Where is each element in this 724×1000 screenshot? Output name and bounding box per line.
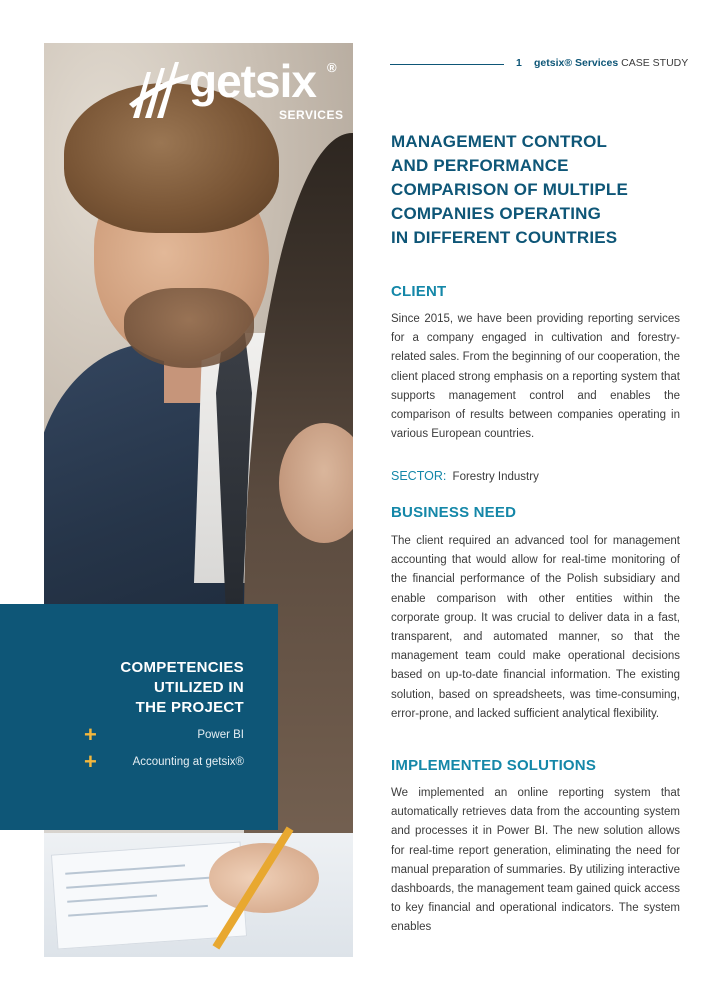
competency-label: Power BI (197, 729, 244, 741)
logo-wordmark: getsix (189, 55, 316, 107)
sector-label: SECTOR: (391, 469, 447, 483)
competency-item (84, 722, 244, 749)
business-need-heading: BUSINESS NEED (391, 504, 517, 521)
logo-subtitle: SERVICES (279, 108, 344, 122)
competencies-box (0, 604, 278, 830)
competencies-heading: COMPETENCIES UTILIZED IN THE PROJECT (120, 659, 244, 716)
header-case-study: CASE STUDY (621, 57, 689, 69)
implemented-solutions-heading: IMPLEMENTED SOLUTIONS (391, 757, 597, 774)
business-need-text: The client required an advanced tool for management accounting that would allow for real-time monitoring of the financial performance of the Polish subsidiary and enable comparison with other entities within the corporate group. It was crucial to deliver data in a fast, transparent, and automated manner, so that the management team could make operational decisions based on up-to-date financial information. The existing solution, based on spreadsheets, was time-consuming, error-prone, and lacked sufficient analytical flexibility. (391, 535, 680, 720)
plus-icon: + (84, 749, 97, 774)
logo-registered: ® (327, 60, 337, 75)
sector-value: Forestry Industry (452, 471, 539, 483)
competencies-list (84, 722, 244, 776)
getsix-logo-mark-icon (127, 60, 191, 120)
photo-man-beard (124, 288, 254, 368)
client-heading: CLIENT (391, 283, 447, 300)
implemented-solutions-text: We implemented an online reporting system that automatically retrieves data from the accounting system and processes it in Power BI. The new solution allows for real-time report generation, eliminating the need for manual preparation of summaries. By utilizing interactive dashboards, the management team gained quick access to key financial and operational indicators. The system enables (391, 787, 680, 934)
competency-label: Accounting at getsix® (132, 756, 244, 768)
sector-line (391, 469, 539, 483)
header-label (534, 57, 688, 69)
page-number: 1 (516, 57, 522, 69)
header-rule (390, 64, 504, 65)
header-brand: getsix® Services (534, 57, 619, 69)
plus-icon: + (84, 722, 97, 747)
photo-hand (209, 843, 319, 913)
page-title: MANAGEMENT CONTROL AND PERFORMANCE COMPARISON OF MULTIPLE COMPANIES OPERATING IN DIFFERENT COUNTRIES (391, 132, 629, 247)
client-text: Since 2015, we have been providing reporting services for a company engaged in cultivation and forestry-related sales. From the beginning of our cooperation, the client placed strong emphasis on a reporting system that supports management control and enables the comparison of results between companies operating in various European countries. (391, 313, 680, 441)
competency-item (84, 749, 244, 776)
getsix-logo (127, 55, 347, 130)
